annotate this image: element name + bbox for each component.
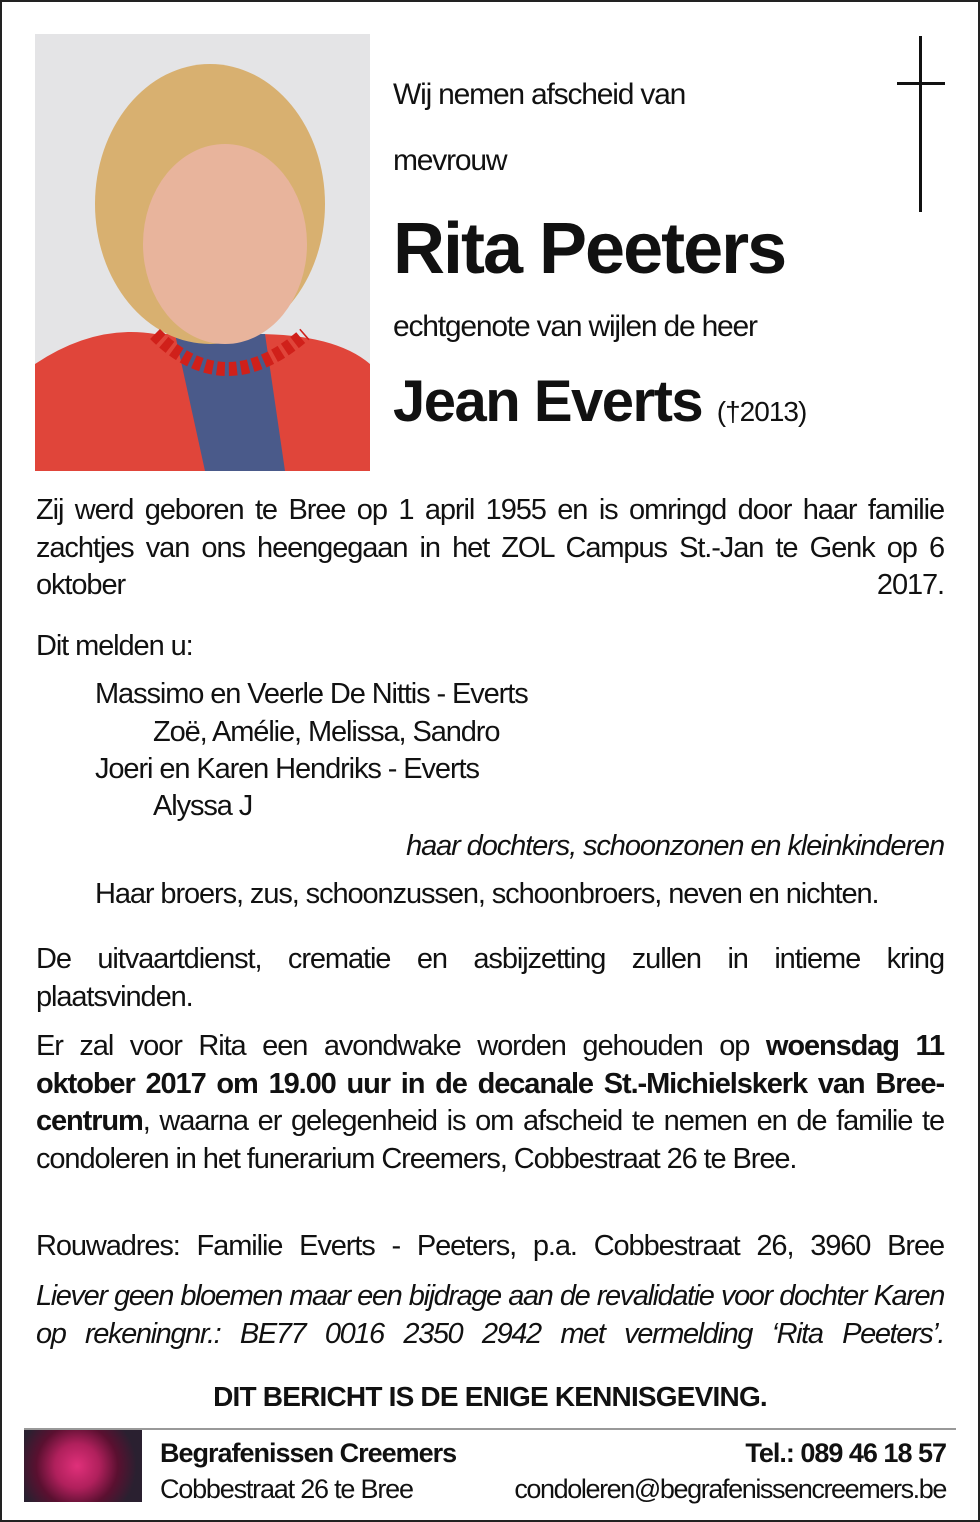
wake-details: woensdag 11 oktober 2017 om 19.00 uur in de decanale St.-Michielskerk van Bree-centrum (36, 1030, 944, 1137)
title-text: mevrouw (393, 144, 507, 177)
relation-text: echtgenote van wijlen de heer (393, 310, 757, 343)
footer-divider (24, 1428, 956, 1430)
company-address: Cobbestraat 26 te Bree (160, 1474, 413, 1504)
family-line: Joeri en Karen Hendriks - Everts (95, 753, 479, 785)
spouse-death-year: (†2013) (716, 396, 807, 427)
announce-text: Dit melden u: (36, 630, 193, 662)
relatives-line: Haar broers, zus, schoonzussen, schoonbroers, neven en nichten. (95, 878, 879, 910)
donation-text: Liever geen bloemen maar een bijdrage aan de revalidatie voor dochter Karen op rekeningnr.: BE77 0016 2350 2942 met vermelding ‘Rita Peeters’. (36, 1280, 944, 1350)
rose-logo (24, 1430, 142, 1502)
wake-text: Er zal voor Rita een avondwake worden gehouden op (36, 1030, 766, 1062)
company-phone: Tel.: 089 46 18 57 (745, 1438, 946, 1468)
portrait-photo (35, 34, 370, 471)
birth-death-paragraph: Zij werd geboren te Bree op 1 april 1955 en is omringd door haar familie zachtjes van ons heengegaan in het ZOL Campus St.-Jan te Genk op 6 oktober 2017. (36, 494, 944, 601)
deceased-name: Rita Peeters (393, 209, 786, 289)
company-email[interactable]: condoleren@begrafenissencreemers.be (514, 1474, 946, 1504)
mourning-address: Rouwadres: Familie Everts - Peeters, p.a. Cobbestraat 26, 3960 Bree (36, 1230, 944, 1262)
family-line: Massimo en Veerle De Nittis - Everts (95, 678, 528, 710)
family-role: haar dochters, schoonzonen en kleinkinderen (406, 830, 944, 862)
notice-text: DIT BERICHT IS DE ENIGE KENNISGEVING. (213, 1381, 767, 1412)
intro-text: Wij nemen afscheid van (393, 78, 686, 111)
spouse-name: Jean Everts (393, 369, 703, 434)
company-name: Begrafenissen Creemers (160, 1438, 457, 1468)
wake-paragraph (36, 1028, 944, 1178)
family-line: Alyssa J (153, 790, 253, 822)
wake-text-end: , waarna er gelegenheid is om afscheid te nemen en de familie te condoleren in het funerarium Creemers, Cobbestraat 26 te Bree. (36, 1105, 944, 1175)
ceremony-paragraph: De uitvaartdienst, crematie en asbijzetting zullen in intieme kring plaatsvinden. (36, 943, 944, 1013)
family-line: Zoë, Amélie, Melissa, Sandro (153, 716, 500, 748)
